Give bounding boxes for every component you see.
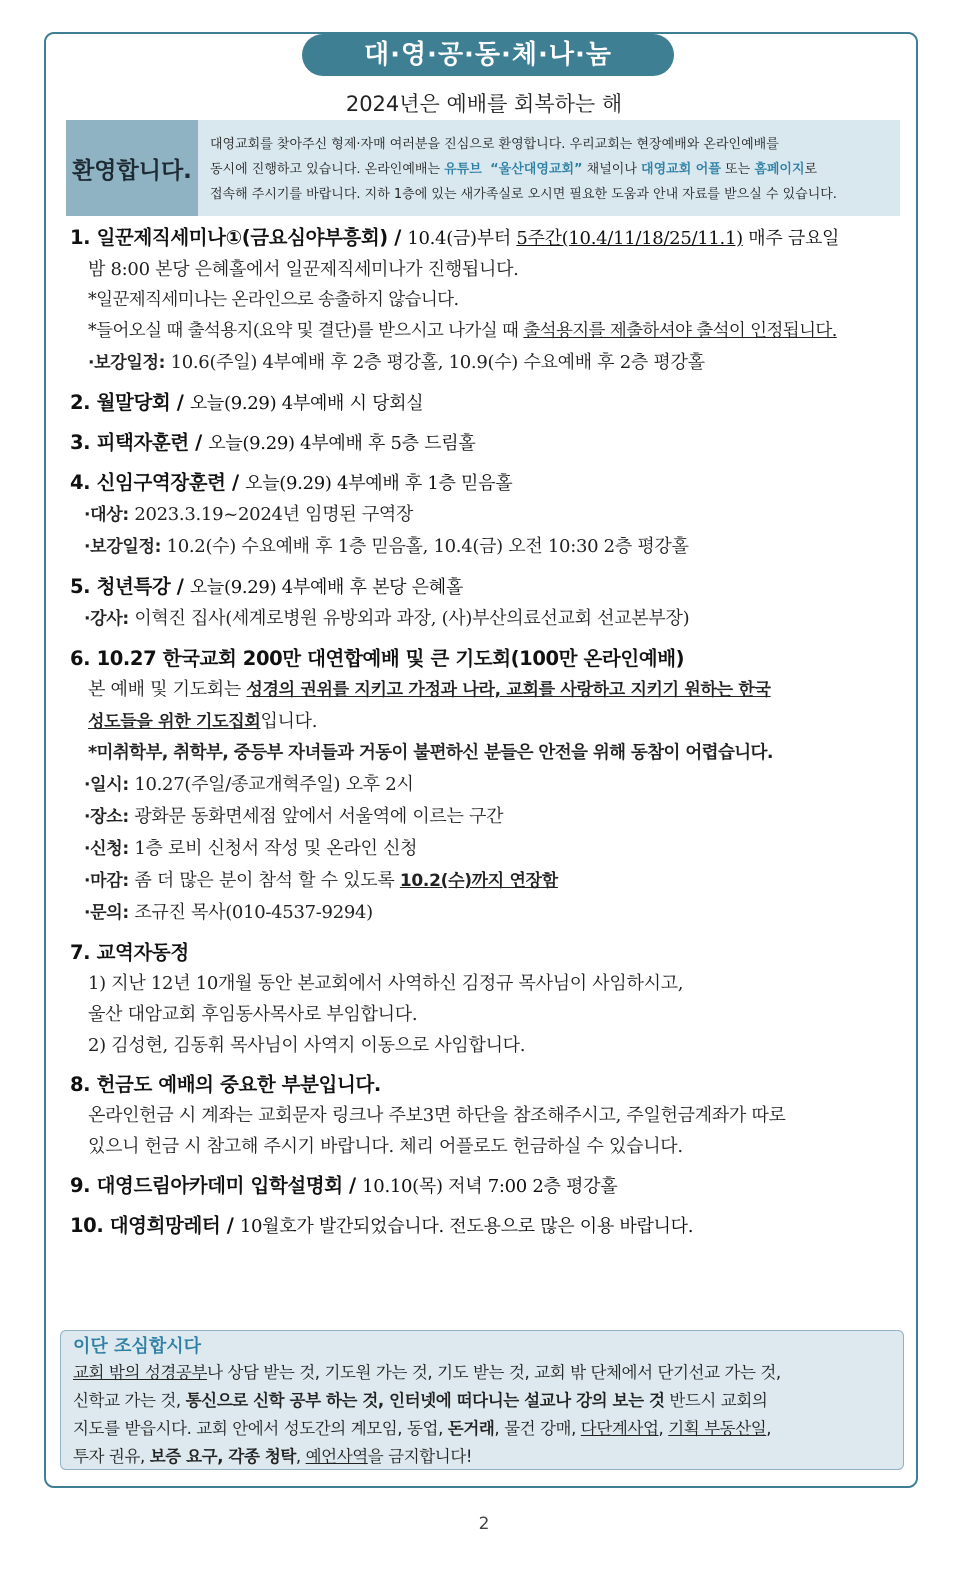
announcement-8-title: 8. 헌금도 예배의 중요한 부분입니다. [70, 1073, 381, 1096]
heresy-warning-box [60, 1330, 904, 1470]
announcement-line: 본 예배 및 기도회는 성경의 권위를 지키고 가정과 나라, 교회를 사랑하고 지키기 원하는 한국 [88, 679, 771, 700]
announcement-2-title: 2. 월말당회 / 오늘(9.29) 4부예배 시 당회실 [70, 391, 424, 414]
announcement-9-title: 9. 대영드림아카데미 입학설명회 / 10.10(목) 저녁 7:00 2층 평강홀 [70, 1174, 618, 1197]
year-theme: 2024년은 예배를 회복하는 해 [345, 92, 623, 116]
announcement-line: ·장소: 광화문 동화면세점 앞에서 서울역에 이르는 구간 [84, 806, 504, 827]
announcement-line: ·신청: 1층 로비 신청서 작성 및 온라인 신청 [84, 838, 418, 859]
announcement-line: ·보강일정: 10.6(주일) 4부예배 후 2층 평강홀, 10.9(수) 수요예배 후 2층 평강홀 [88, 352, 705, 373]
welcome-text [198, 120, 900, 216]
announcement-line: ·강사: 이혁진 집사(세계로병원 유방외과 과장, (사)부산의료선교회 선교본부장) [84, 608, 690, 629]
announcement-line: 밤 8:00 본당 은혜홀에서 일꾼제직세미나가 진행됩니다. [88, 259, 519, 280]
warning-text: 교회 밖의 성경공부나 상담 받는 것, 기도원 가는 것, 기도 받는 것, 교회 밖 단체에서 단기선교 가는 것, 신학교 가는 것, 통신으로 신학 공부 하는 것, 인터넷에 떠다니는 설교나 강의 보는 것 반드시 교회의 지도를 받읍시다. 교회 안에서 성도간의 계모임, 동업, 돈거래, 물건 강매, 다단계사업, 기획 부동산일, 투자 권유, 보증 요구, 각종 청탁, 예언사역을 금지합니다! [73, 1363, 781, 1466]
announcement-note: *미취학부, 취학부, 중등부 자녀들과 거동이 불편하신 분들은 안전을 위해 동참이 어렵습니다. [88, 743, 773, 763]
announcement-5-title: 5. 청년특강 / 오늘(9.29) 4부예배 후 본당 은혜홀 [70, 575, 463, 598]
announcement-line: 2) 김성현, 김동휘 목사님이 사역지 이동으로 사임합니다. [88, 1035, 526, 1056]
announcement-line: ·문의: 조규진 목사(010-4537-9294) [84, 902, 373, 923]
announcement-line: 울산 대암교회 후임동사목사로 부임합니다. [88, 1004, 418, 1025]
announcement-line: ·대상: 2023.3.19~2024년 임명된 구역장 [84, 504, 414, 525]
welcome-box [66, 120, 900, 216]
welcome-heading: 환영합니다. [66, 120, 198, 216]
section-banner: 대·영·공·동·체·나·눔 [302, 34, 674, 76]
announcement-1-title: 1. 일꾼제직세미나①(금요심야부흥회) / 10.4(금)부터 5주간(10.4/11/18/25/11.1) 매주 금요일 [70, 226, 840, 249]
announcement-line: 1) 지난 12년 10개월 동안 본교회에서 사역하신 김정규 목사님이 사임하시고, [88, 973, 684, 994]
announcement-7-title: 7. 교역자동정 [70, 941, 189, 964]
announcement-note: *일꾼제직세미나는 온라인으로 송출하지 않습니다. [88, 290, 459, 310]
announcement-line: 있으니 헌금 시 참고해 주시기 바랍니다. 체리 어플로도 헌금하실 수 있습니다. [88, 1136, 683, 1157]
app-label: 대영교회 어플 [641, 162, 721, 177]
announcement-3-title: 3. 피택자훈련 / 오늘(9.29) 4부예배 후 5층 드림홀 [70, 431, 476, 454]
announcement-line: 성도들을 위한 기도집회입니다. [88, 711, 318, 732]
announcement-10-title: 10. 대영희망레터 / 10월호가 발간되었습니다. 전도용으로 많은 이용 바랍니다. [70, 1214, 694, 1237]
welcome-line: 대영교회를 찾아주신 형제·자매 여러분을 진심으로 환영합니다. 우리교회는 현장예배와 온라인예배를 [210, 137, 779, 152]
channel-name: “울산대영교회” [490, 162, 583, 177]
announcement-line: 온라인헌금 시 계좌는 교회문자 링크나 주보3면 하단을 참조해주시고, 주일헌금계좌가 따로 [88, 1105, 786, 1126]
announcement-line: ·마감: 좀 더 많은 분이 참석 할 수 있도록 10.2(수)까지 연장함 [84, 870, 558, 891]
warning-title: 이단 조심합시다 [73, 1336, 201, 1357]
page-number: 2 [478, 1514, 490, 1534]
announcement-list [70, 222, 906, 1242]
homepage-label: 홈페이지 [754, 162, 805, 177]
announcement-line: ·일시: 10.27(주일/종교개혁주일) 오후 2시 [84, 774, 414, 795]
welcome-line: 접속해 주시기를 바랍니다. 지하 1층에 있는 새가족실로 오시면 필요한 도움과 안내 자료를 받으실 수 있습니다. [210, 187, 837, 202]
youtube-label: 유튜브 [444, 162, 482, 177]
announcement-note: *들어오실 때 출석용지(요약 및 결단)를 받으시고 나가실 때 출석용지를 제출하셔야 출석이 인정됩니다. [88, 321, 837, 341]
welcome-line: 동시에 진행하고 있습니다. 온라인예배는 유튜브 “울산대영교회” 채널이나 대영교회 어플 또는 홈페이지로 [210, 162, 818, 177]
announcement-4-title: 4. 신임구역장훈련 / 오늘(9.29) 4부예배 후 1층 믿음홀 [70, 471, 513, 494]
announcement-6-title: 6. 10.27 한국교회 200만 대연합예배 및 큰 기도회(100만 온라인예배) [70, 647, 685, 670]
announcement-line: ·보강일정: 10.2(수) 수요예배 후 1층 믿음홀, 10.4(금) 오전 10:30 2층 평강홀 [84, 536, 689, 557]
